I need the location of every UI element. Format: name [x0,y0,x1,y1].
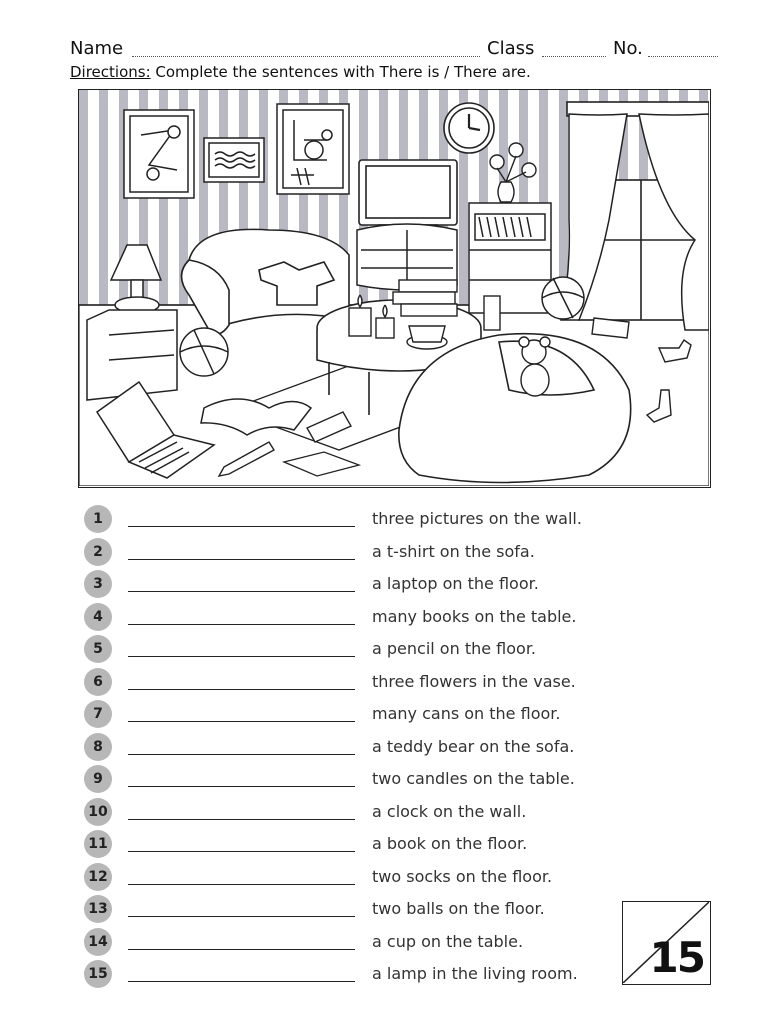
sentence: two balls on the floor. [372,899,545,918]
answer-blank[interactable] [128,819,355,820]
class-label: Class [487,38,535,59]
shelf-cabinet [469,203,551,313]
list-item [84,861,624,894]
number-label: No. [613,38,643,59]
answer-blank[interactable] [128,949,355,950]
sentence: three flowers in the vase. [372,671,576,691]
sentence: a t-shirt on the sofa. [372,541,535,561]
item-number: 3 [84,570,112,598]
class-field[interactable] [542,56,606,57]
item-number: 1 [84,505,112,533]
item-number: 15 [84,960,112,988]
list-item [84,731,624,764]
item-number: 13 [84,895,112,923]
answer-blank[interactable] [128,981,355,982]
name-label: Name [70,38,124,59]
list-item [84,763,624,796]
sentence: three pictures on the wall. [372,509,582,528]
item-number: 11 [84,830,112,858]
directions-text: Complete the sentences with There is / There are. [150,63,531,81]
item-number: 5 [84,635,112,663]
number-field[interactable] [648,56,718,57]
list-item [84,958,624,991]
list-item [84,893,624,926]
exercise-list [84,503,624,991]
directions-label: Directions: [70,63,151,81]
cup [407,326,447,349]
wall-clock [444,103,494,153]
directions [70,63,531,81]
list-item [84,633,624,666]
answer-blank[interactable] [128,559,355,560]
answer-blank[interactable] [128,656,355,657]
item-number: 8 [84,733,112,761]
sentence: a laptop on the floor. [372,574,539,593]
ball-1 [180,328,228,376]
sentence: a lamp in the living room. [372,964,578,983]
living-room-drawing [79,90,709,486]
item-number: 6 [84,668,112,696]
item-number: 12 [84,863,112,891]
list-item [84,926,624,959]
answer-blank[interactable] [128,689,355,690]
item-number: 4 [84,603,112,631]
list-item [84,568,624,601]
picture-3 [277,104,349,194]
list-item [84,666,624,699]
can-2 [592,318,629,338]
item-number: 7 [84,700,112,728]
list-item [84,503,624,536]
item-number: 14 [84,928,112,956]
answer-blank[interactable] [128,591,355,592]
item-number: 9 [84,765,112,793]
answer-blank[interactable] [128,786,355,787]
stack-of-books [393,280,457,316]
sentence: a teddy bear on the sofa. [372,736,575,756]
sentence: a pencil on the floor. [372,639,537,658]
sentence: a cup on the table. [372,931,524,951]
picture-2 [204,138,264,182]
sentence: two candles on the table. [372,769,575,788]
list-item [84,601,624,634]
list-item [84,698,624,731]
answer-blank[interactable] [128,851,355,852]
sentence: a clock on the wall. [372,801,527,821]
name-field[interactable] [132,56,480,57]
answer-blank[interactable] [128,624,355,625]
sentence: two socks on the floor. [372,866,553,886]
sentence: many cans on the floor. [372,704,561,723]
picture-1 [124,110,194,198]
answer-blank[interactable] [128,721,355,722]
score-box[interactable] [622,901,711,985]
item-number: 2 [84,538,112,566]
list-item [84,828,624,861]
ball-2 [542,277,584,319]
sentence: a book on the floor. [372,834,528,853]
answer-blank[interactable] [128,916,355,917]
can-1 [484,296,500,330]
answer-blank[interactable] [128,754,355,755]
answer-blank[interactable] [128,884,355,885]
television [359,160,457,231]
sentence: many books on the table. [372,606,577,626]
item-number: 10 [84,798,112,826]
score-total: 15 [649,933,704,982]
answer-blank[interactable] [128,526,355,527]
living-room-illustration [78,89,711,488]
list-item [84,536,624,569]
list-item [84,796,624,829]
